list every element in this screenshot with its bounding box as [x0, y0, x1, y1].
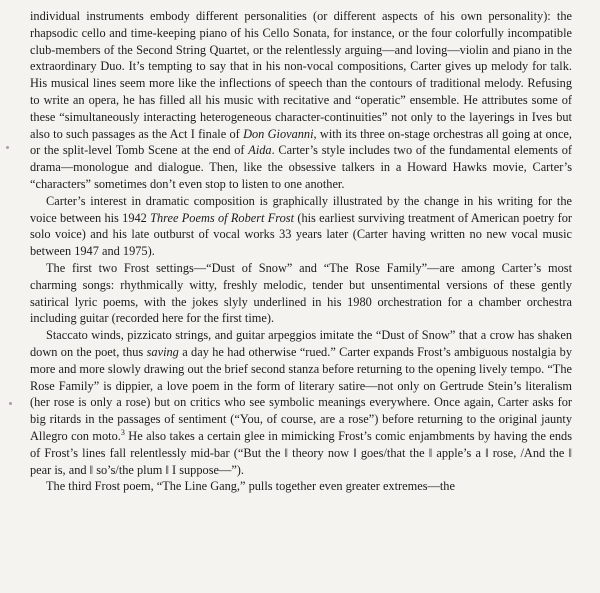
- print-speck: [6, 146, 9, 149]
- footnote-marker: 3: [120, 427, 125, 437]
- italic-title: Aida: [248, 143, 272, 158]
- paragraph: [30, 260, 572, 327]
- paragraph-text: individual instruments embody different personalities (or different aspects of his own personality): the rhapsodic cello and time-keeping piano of his Cello Sonata, for instance, or the four colorfully incompatible club-members of the Second String Quartet, or the relentlessly arguing—and loving—violin and piano in the extraordinary Duo. It’s tempting to say that in his non-vocal compositions, Carter gives up melody for talk. His musical lines seem more like the inflections of speech than the contours of traditional melody. Refusing to write an opera, he has filled all his music with recitative and “operatic” ensemble. He attributes some of these “simultaneously interacting heterogeneous character-continuities” not only to the layerings in Ives but also to such passages as the Act I finale of: [30, 9, 572, 141]
- paragraph-text: Carter’s interest in dramatic composition is graphically illustrated by the change in his writing for the voice between his 1942: [30, 193, 572, 225]
- paragraph-text: , with its three on-stage orchestras all going at once, or the split-level Tomb Scene at the end of: [30, 126, 572, 158]
- italic-title: Three Poems of Robert Frost: [150, 210, 295, 225]
- paragraph-text: Staccato winds, pizzicato strings, and guitar arpeggios imitate the “Dust of Snow” that a crow has shaken down on the poet, thus: [30, 328, 572, 359]
- italic-title: saving: [146, 344, 179, 359]
- paragraph-text: a day he had otherwise “rued.” Carter expands Frost’s ambiguous nostalgia by more and more slowly drawing out the brief second stanza before returning to the opening lively tempo. “The Rose Family” is dippier, a love poem in the form of literary satire—not only on Gertrude Stein’s literalism (her rose is only a rose) but on critics who see symbolic meanings everywhere. Once again, Carter asks for big ritards in the passages of sentiment (“You, of course, are a rose”) before returning to the original jaunty Allegro con moto.: [30, 344, 572, 443]
- italic-title: Don Giovanni: [243, 126, 314, 141]
- print-speck: [9, 402, 12, 405]
- paragraph-text: . Carter’s style includes two of the fundamental elements of drama—monologue and dialogue. Then, like the obsessive talkers in a Howard Hawks movie, Carter’s “characters” sometimes don’t even stop to listen to one another.: [30, 143, 572, 191]
- essay-body: [30, 8, 572, 495]
- paragraph-text: The third Frost poem, “The Line Gang,” pulls together even greater extremes—the: [46, 479, 455, 494]
- paragraph-text: He also takes a certain glee in mimicking Frost’s comic enjambments by having the ends of Frost’s lines fall relentlessly mid-bar (“But the ‖ theory now ‖ goes/that the ‖ apple’s a ‖ rose, /And the ‖ pear is, and ‖ so’s/the plum ‖ I suppose—”).: [30, 428, 572, 477]
- paragraph: [30, 8, 572, 193]
- paragraph-text: The first two Frost settings—“Dust of Snow” and “The Rose Family”—are among Carter’s most charming songs: rhythmically witty, freshly melodic, tender but unsentimental versions of these gently satirical lyric poems, with the jokes slyly underlined in his 1980 orchestration for a chamber orchestra including guitar (recorded here for the first time).: [30, 260, 572, 326]
- paragraph: [30, 193, 572, 260]
- paragraph-text: (his earliest surviving treatment of American poetry for solo voice) and his late outburst of vocal works 33 years later (Carter having written no new vocal music between 1947 and 1975).: [30, 210, 572, 259]
- paragraph: [30, 327, 572, 478]
- paragraph: [30, 478, 572, 495]
